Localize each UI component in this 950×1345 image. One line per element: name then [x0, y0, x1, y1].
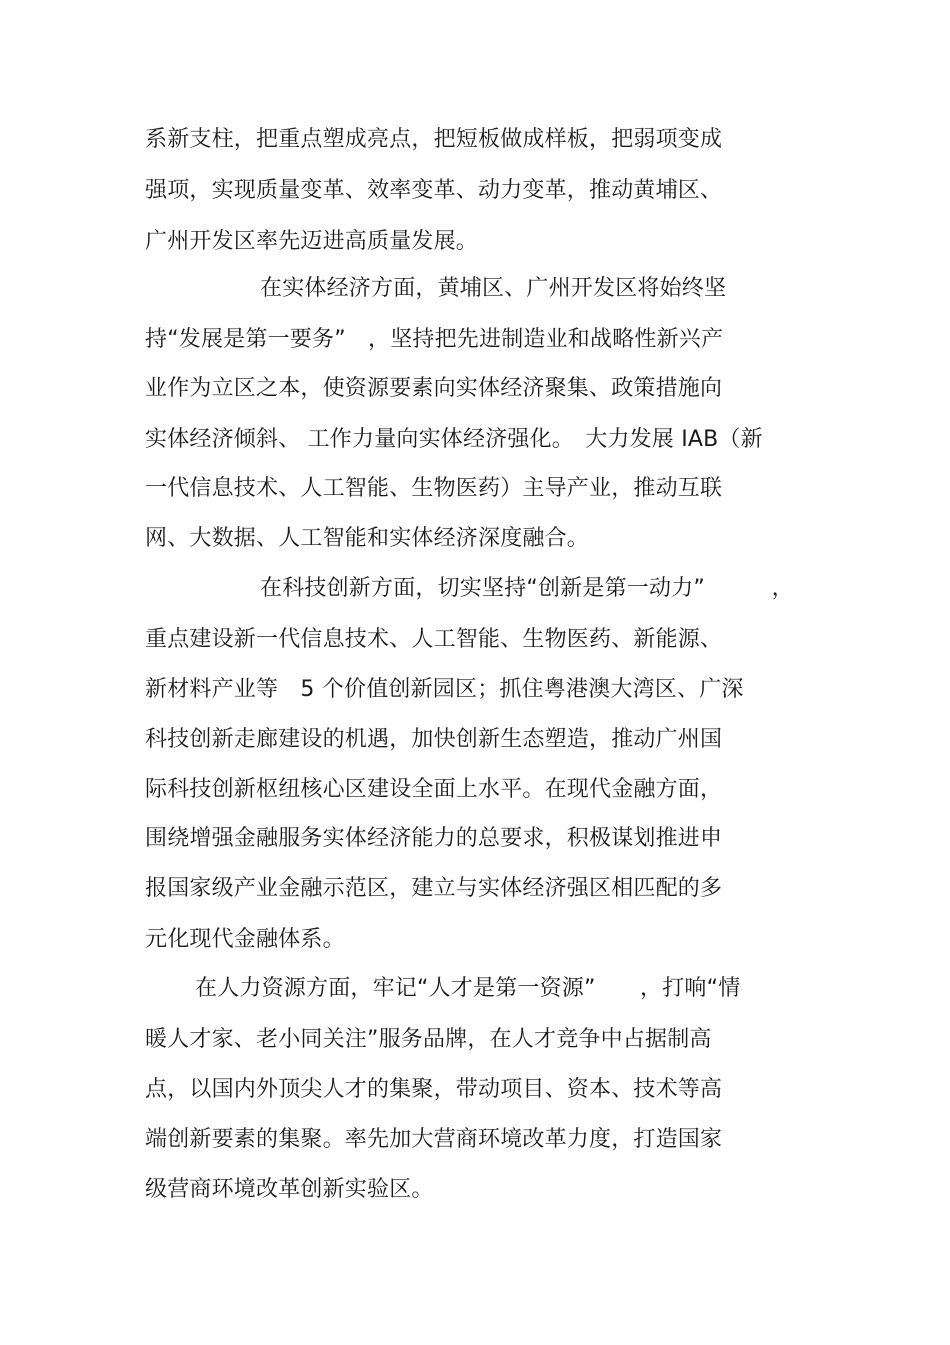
text-line: 持“发展是第一要务” ，坚持把先进制造业和战略性新兴产 — [145, 327, 724, 352]
text-line: 围绕增强金融服务实体经济能力的总要求，积极谋划推进申 — [145, 826, 723, 851]
text-line: 强项，实现质量变革、效率变革、动力变革，推动黄埔区、 — [145, 178, 723, 203]
text-line: 网、大数据、人工智能和实体经济深度融合。 — [145, 526, 590, 551]
text-line: 端创新要素的集聚。率先加大营商环境改革力度，打造国家 — [145, 1127, 723, 1152]
text-line: 新材料产业等 5 个价值创新园区；抓住粤港澳大湾区、广深 — [145, 677, 744, 702]
text-line: 系新支柱，把重点塑成亮点，把短板做成样板，把弱项变成 — [145, 127, 723, 152]
text-line: 点，以国内外顶尖人才的集聚，带动项目、资本、技术等高 — [145, 1077, 723, 1102]
text-line: 实体经济倾斜、 工作力量向实体经济强化。 大力发展 IAB（新 — [145, 427, 763, 452]
paragraph-first-line: 在实体经济方面，黄埔区、广州开发区将始终坚 — [260, 276, 727, 301]
text-line: 级营商环境改革创新实验区。 — [145, 1177, 434, 1202]
text-line: 科技创新走廊建设的机遇，加快创新生态塑造，推动广州国 — [145, 727, 723, 752]
text-line: 际科技创新枢纽核心区建设全面上水平。在现代金融方面， — [145, 777, 723, 802]
paragraph-first-line: 在人力资源方面，牢记“人才是第一资源” ，打响“情 — [195, 976, 741, 1001]
text-line: 重点建设新一代信息技术、人工智能、生物医药、新能源、 — [145, 627, 723, 652]
text-line: 报国家级产业金融示范区，建立与实体经济强区相匹配的多 — [145, 876, 723, 901]
text-line: 广州开发区率先迈进高质量发展。 — [145, 229, 479, 254]
text-line: 一代信息技术、人工智能、生物医药）主导产业，推动互联 — [145, 476, 723, 501]
paragraph-first-line: 在科技创新方面，切实坚持“创新是第一动力” ， — [260, 576, 794, 601]
text-line: 元化现代金融体系。 — [145, 927, 345, 952]
text-line: 业作为立区之本，使资源要素向实体经济聚集、政策措施向 — [145, 376, 723, 401]
text-line: 暖人才家、老小同关注”服务品牌，在人才竞争中占据制高 — [145, 1027, 712, 1052]
